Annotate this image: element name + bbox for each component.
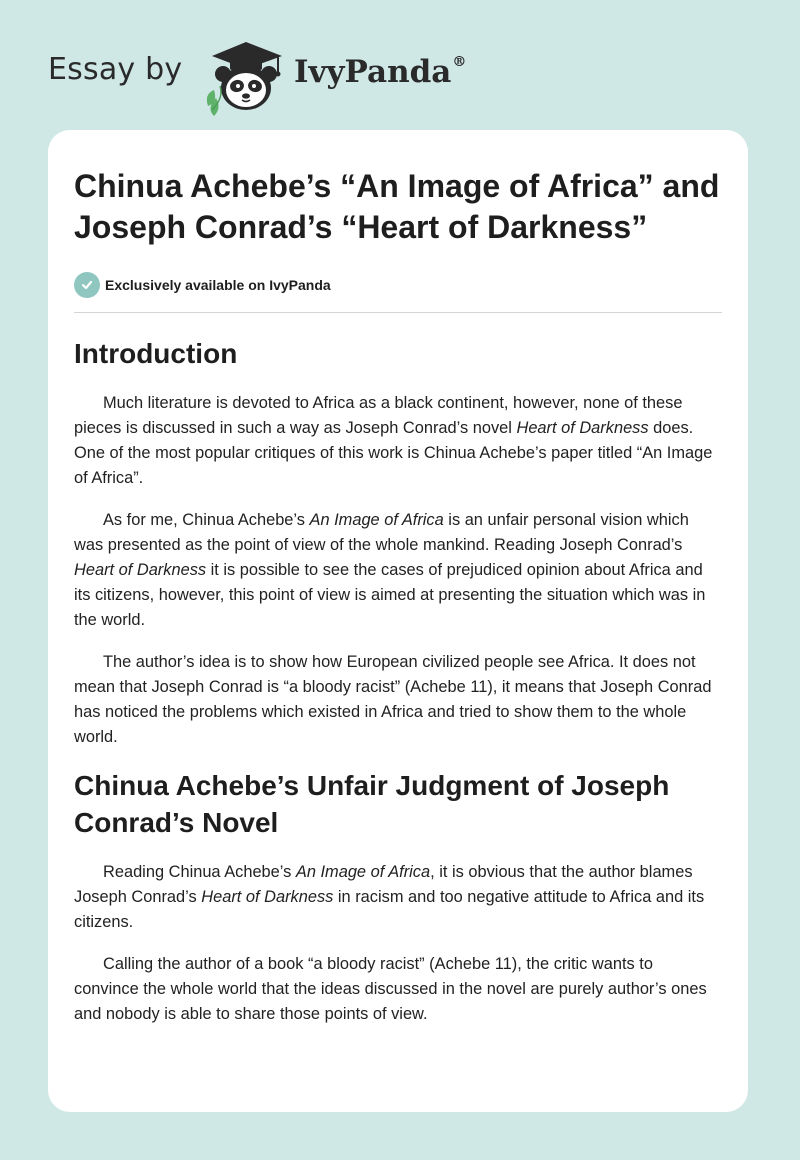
paragraph — [74, 650, 722, 750]
site-header — [48, 30, 488, 120]
paragraph — [74, 508, 722, 633]
paragraph-text: Much literature is devoted to Africa as a black continent, however, none of these pieces is discussed in such a way as Joseph Conrad’s novel — [74, 394, 683, 437]
paragraph-text: Calling the author of a book “a bloody racist” (Achebe 11), the critic wants to convince the whole world that the ideas discussed in the novel are purely author’s ones and nobody is able to share those points of view. — [74, 955, 707, 1023]
exclusive-badge-text: Exclusively available on IvyPanda — [105, 277, 331, 293]
divider — [74, 312, 722, 313]
book-title-italic: Heart of Darkness — [74, 561, 207, 579]
book-title-italic: An Image of Africa — [309, 511, 444, 529]
paragraph-text: it is possible to see the cases of prejudiced opinion about Africa and its citizens, however, this point of view is aimed at presenting the situation which was in the world. — [74, 561, 706, 629]
essay-by-label: Essay by — [48, 52, 183, 87]
paragraph-text: is an unfair personal vision which was presented as the point of view of the whole mankind. Reading Joseph Conrad’s — [74, 511, 689, 554]
registered-mark: ® — [452, 54, 467, 70]
paragraph-text: Reading Chinua Achebe’s — [103, 863, 296, 881]
brand-name-text: IvyPanda — [294, 54, 452, 90]
paragraph-text: The author’s idea is to show how European civilized people see Africa. It does not mean that Joseph Conrad is “a bloody racist” (Achebe 11), it means that Joseph Conrad has noticed the problems which existed in Africa and tried to show them to the whole world. — [74, 653, 712, 746]
paragraph — [74, 952, 722, 1027]
paragraph-text: , it is obvious that the author blames Joseph Conrad’s — [74, 863, 693, 906]
brand-name[interactable] — [294, 54, 466, 90]
book-title-italic: Heart of Darkness — [201, 888, 334, 906]
paragraph-text: in racism and too negative attitude to Africa and its citizens. — [74, 888, 705, 931]
paragraph — [74, 860, 722, 935]
essay-title: Chinua Achebe’s “An Image of Africa” and Joseph Conrad’s “Heart of Darkness” — [74, 168, 720, 245]
exclusive-badge — [74, 271, 722, 299]
paragraph — [74, 391, 722, 491]
paragraph-text: As for me, Chinua Achebe’s — [103, 511, 310, 529]
panda-logo-icon[interactable] — [200, 36, 290, 116]
paragraph-text: does. One of the most popular critiques of this work is Chinua Achebe’s paper titled “An Image of Africa”. — [74, 419, 713, 487]
essay-card — [48, 130, 748, 1112]
section-heading-unfair-judgment: Chinua Achebe’s Unfair Judgment of Joseph Conrad’s Novel — [74, 770, 670, 838]
book-title-italic: An Image of Africa — [295, 863, 431, 881]
check-circle-icon — [74, 272, 100, 298]
section-heading-introduction: Introduction — [74, 338, 238, 369]
book-title-italic: Heart of Darkness — [516, 419, 649, 437]
